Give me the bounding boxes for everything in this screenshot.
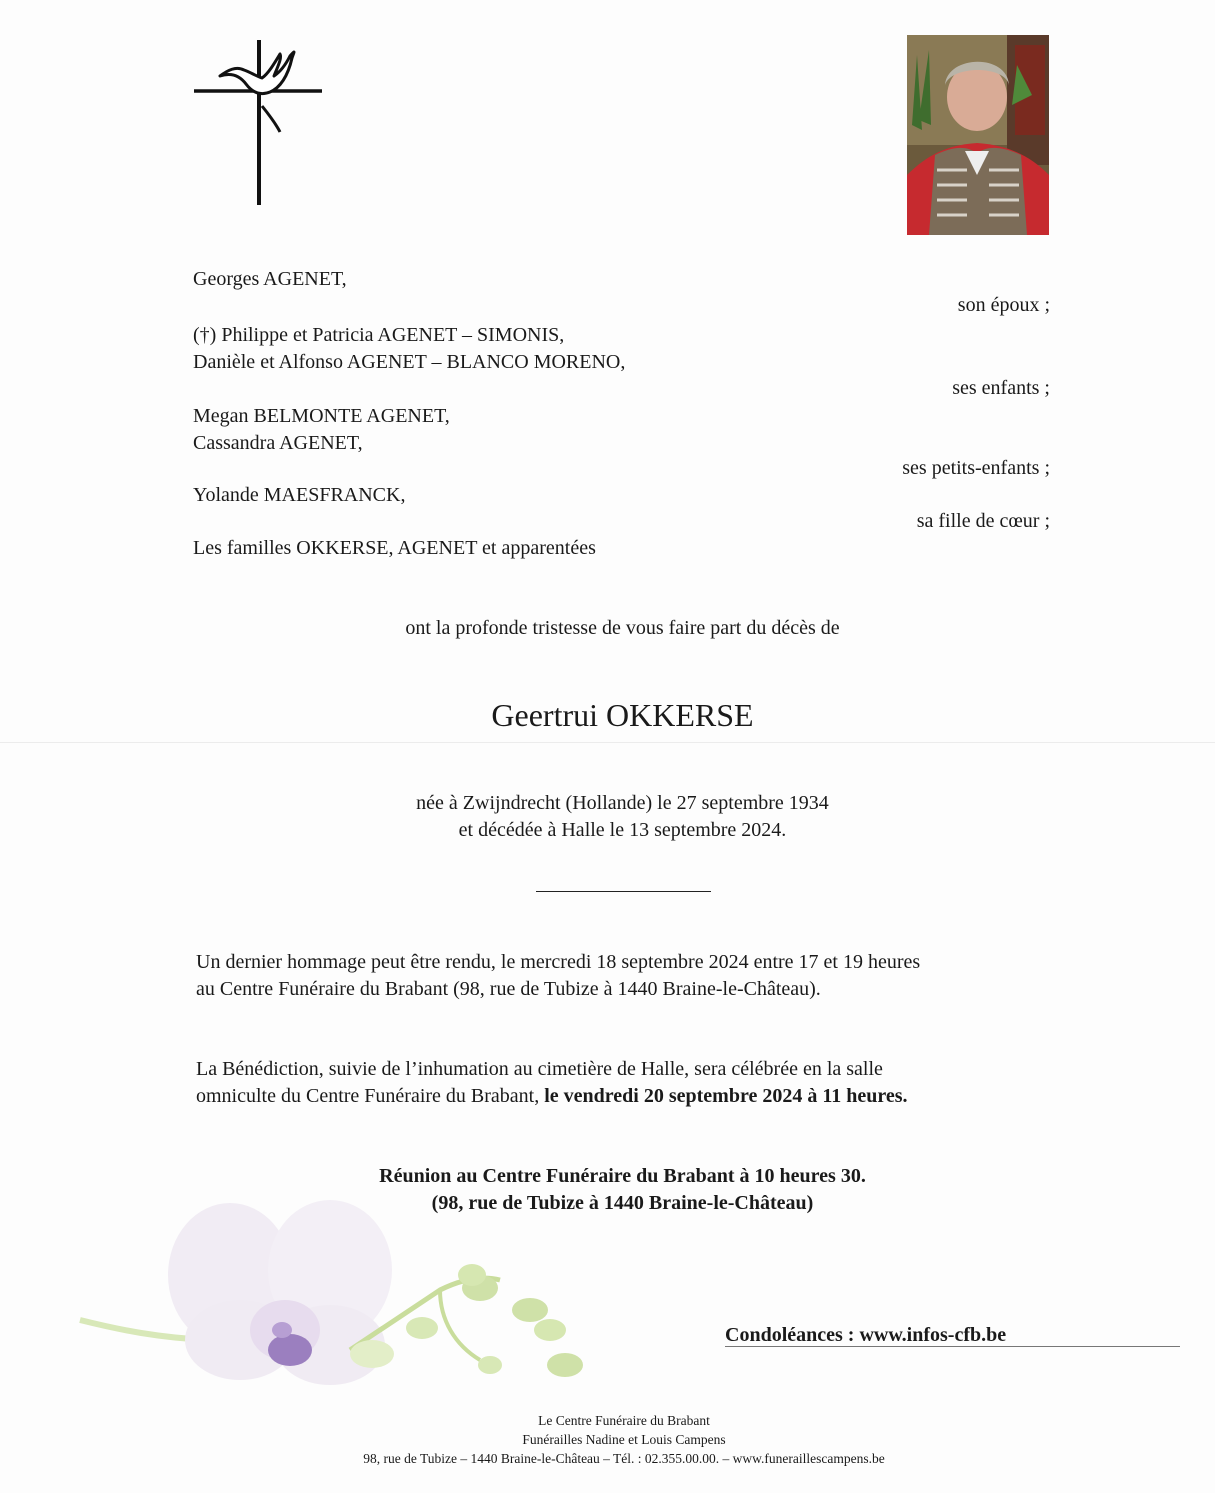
footer-line-2: Funérailles Nadine et Louis Campens [522,1432,726,1447]
hommage-line-2: au Centre Funéraire du Brabant (98, rue de Tubize à 1440 Braine-le-Château). [196,978,821,1000]
condolences-underline [725,1346,1180,1347]
spouse-name: Georges AGENET, [193,268,347,290]
ceremony-line-1: La Bénédiction, suivie de l’inhumation au cimetière de Halle, sera célébrée en la salle [196,1058,883,1080]
condolences-link[interactable]: Condoléances : www.infos-cfb.be [725,1324,1007,1346]
orchid-decoration [60,1180,620,1410]
heart-daughter-name: Yolande MAESFRANCK, [193,484,406,506]
ceremony-line-2 [196,1083,1052,1110]
grandchildren-role: ses petits-enfants ; [902,457,1050,479]
heart-daughter-role: sa fille de cœur ; [916,510,1050,532]
reunion-line-2: (98, rue de Tubize à 1440 Braine-le-Château) [431,1192,814,1214]
grandchild-line-1: Megan BELMONTE AGENET, [193,405,450,427]
portrait-photo [907,35,1049,235]
announcement-text: ont la profonde tristesse de vous faire part du décès de [405,617,840,639]
child-line-1: (†) Philippe et Patricia AGENET – SIMONIS, [193,324,565,346]
grandchild-line-2: Cassandra AGENET, [193,432,363,454]
reunion-line-1: Réunion au Centre Funéraire du Brabant à 10 heures 30. [379,1165,866,1187]
paper-fold-line [0,742,1215,743]
hommage-line-1: Un dernier hommage peut être rendu, le mercredi 18 septembre 2024 entre 17 et 19 heures [196,951,921,973]
death-line: et décédée à Halle le 13 septembre 2024. [458,819,787,841]
footer-address: 98, rue de Tubize – 1440 Braine-le-Château – Tél. : 02.355.00.00. – www.funeraillescampens.be [363,1451,885,1466]
footer-line-1: Le Centre Funéraire du Brabant [538,1413,710,1428]
deceased-name: Geertrui OKKERSE [491,697,754,733]
spouse-role: son époux ; [957,294,1050,316]
separator-line [536,891,711,892]
birth-line: née à Zwijndrecht (Hollande) le 27 septembre 1934 [416,792,829,814]
child-line-2: Danièle et Alfonso AGENET – BLANCO MORENO, [193,351,626,373]
cross-with-dove-icon [188,36,328,211]
ceremony-date-time: le vendredi 20 septembre 2024 à 11 heures. [544,1085,908,1107]
children-role: ses enfants ; [952,377,1050,399]
ceremony-line-2-plain: omniculte du Centre Funéraire du Brabant, [196,1085,545,1107]
families-line: Les familles OKKERSE, AGENET et apparentées [193,537,596,559]
